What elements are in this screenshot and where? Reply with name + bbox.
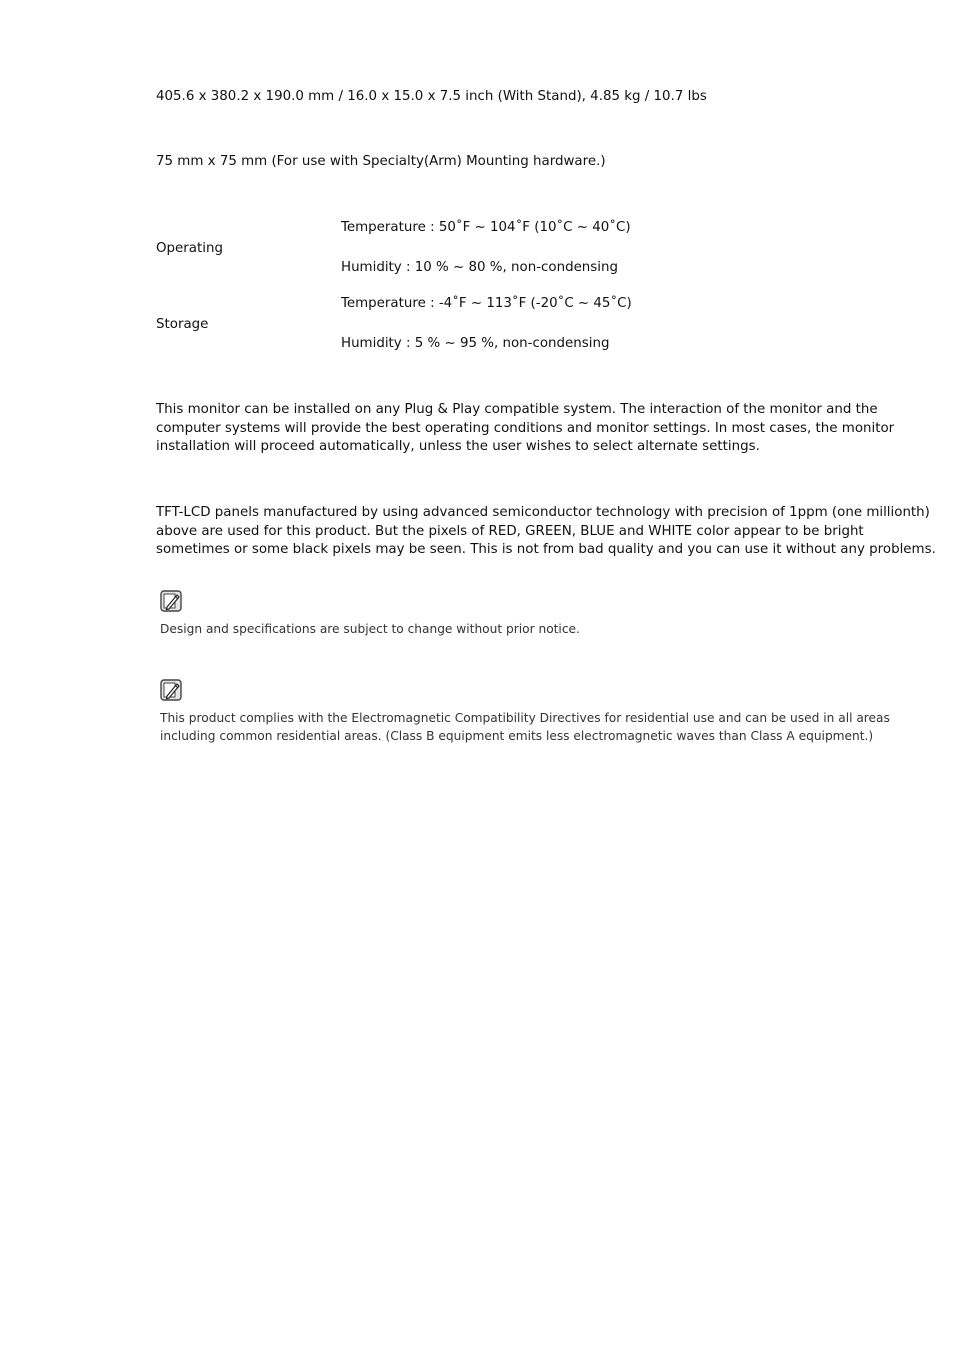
operating-label: Operating (156, 241, 223, 256)
dot-acceptable-line: TFT-LCD panels manufactured by using advanced semiconductor technology with precision of 1ppm (one millionth) (156, 505, 930, 520)
note-text-line: This product complies with the Electromagnetic Compatibility Directives for residential use and can be used in all areas (160, 711, 890, 725)
note-pencil-icon (160, 679, 182, 701)
dimensions-text: 405.6 x 380.2 x 190.0 mm / 16.0 x 15.0 x 7.5 inch (With Stand), 4.85 kg / 10.7 lbs (156, 89, 707, 104)
note-text: Design and specifications are subject to change without prior notice. (160, 622, 580, 636)
storage-temperature: Temperature : -4˚F ~ 113˚F (-20˚C ~ 45˚C) (341, 296, 632, 311)
operating-humidity: Humidity : 10 % ~ 80 %, non-condensing (341, 260, 618, 275)
note-pencil-icon (160, 590, 182, 612)
operating-temperature: Temperature : 50˚F ~ 104˚F (10˚C ~ 40˚C) (341, 220, 631, 235)
storage-label: Storage (156, 317, 209, 332)
plug-and-play-line: computer systems will provide the best operating conditions and monitor settings. In most cases, the monitor (156, 420, 895, 436)
dot-acceptable-line: sometimes or some black pixels may be seen. This is not from bad quality and you can use it without any problems. (156, 542, 936, 557)
plug-and-play-paragraph (156, 401, 894, 457)
storage-humidity: Humidity : 5 % ~ 95 %, non-condensing (341, 336, 610, 351)
note-text (160, 709, 890, 745)
plug-and-play-line: This monitor can be installed on any Plug & Play compatible system. The interaction of the monitor and the (156, 402, 878, 417)
dot-acceptable-paragraph (156, 504, 936, 560)
plug-and-play-line: installation will proceed automatically, unless the user wishes to select alternate settings. (156, 439, 760, 454)
note-text-line: including common residential areas. (Class B equipment emits less electromagnetic waves than Class A equipment.) (160, 729, 874, 743)
vesa-mounting-text: 75 mm x 75 mm (For use with Specialty(Arm) Mounting hardware.) (156, 154, 606, 169)
dot-acceptable-line: above are used for this product. But the pixels of RED, GREEN, BLUE and WHITE color appear to be bright (156, 523, 864, 539)
